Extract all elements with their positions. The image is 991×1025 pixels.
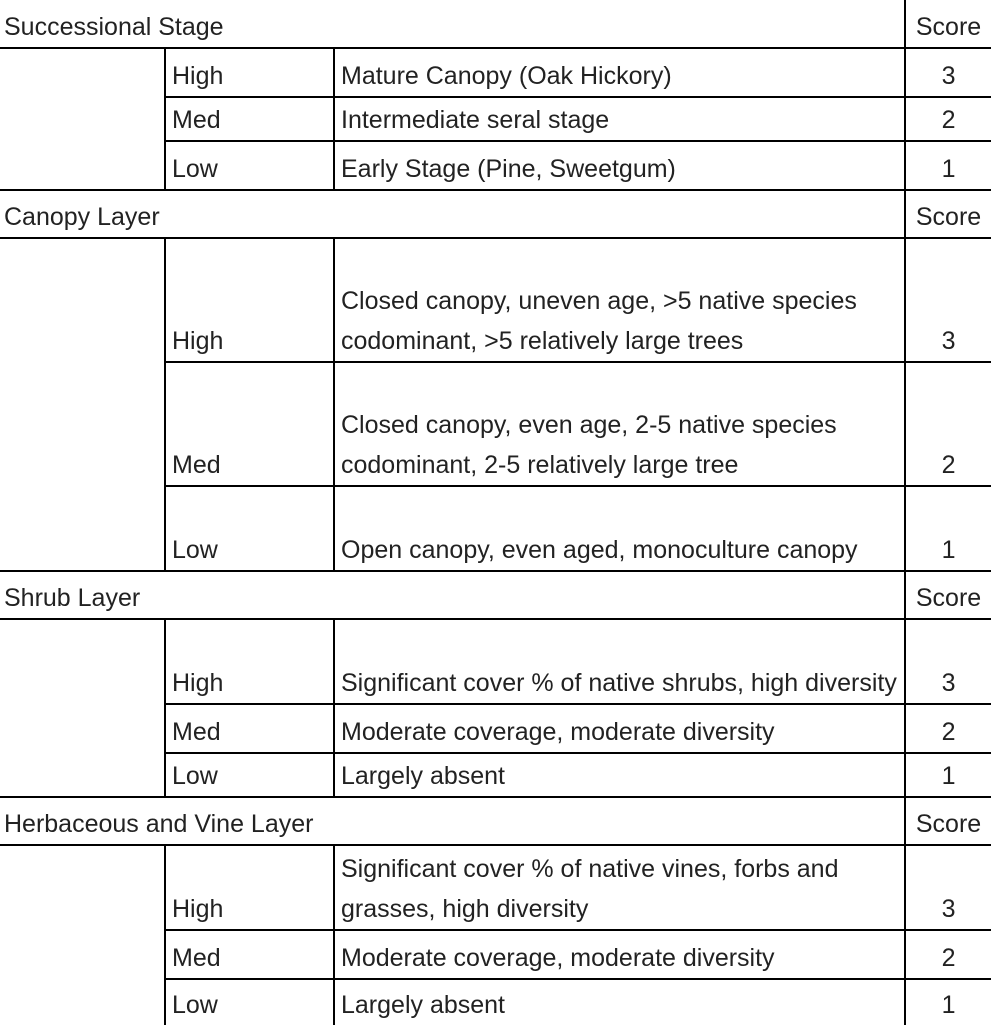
description-cell: Largely absent — [334, 979, 905, 1025]
description-cell: Closed canopy, uneven age, >5 native species codominant, >5 relatively large trees — [334, 238, 905, 362]
score-cell: 2 — [905, 930, 991, 979]
score-header: Score — [905, 0, 991, 48]
score-cell: 1 — [905, 753, 991, 797]
score-header: Score — [905, 190, 991, 238]
section-header-canopy-layer — [0, 190, 991, 238]
description-cell: Significant cover % of native shrubs, high diversity — [334, 619, 905, 704]
description-cell: Moderate coverage, moderate diversity — [334, 704, 905, 753]
score-cell: 1 — [905, 979, 991, 1025]
level-cell: High — [165, 845, 334, 930]
score-cell: 3 — [905, 619, 991, 704]
score-cell: 3 — [905, 238, 991, 362]
section-title: Canopy Layer — [0, 190, 905, 238]
description-cell: Moderate coverage, moderate diversity — [334, 930, 905, 979]
table-row — [0, 48, 991, 97]
level-cell: Med — [165, 930, 334, 979]
description-cell: Mature Canopy (Oak Hickory) — [334, 48, 905, 97]
score-header: Score — [905, 571, 991, 619]
description-cell: Open canopy, even aged, monoculture canopy — [334, 486, 905, 571]
description-cell: Early Stage (Pine, Sweetgum) — [334, 141, 905, 190]
level-cell: Med — [165, 97, 334, 141]
score-cell: 1 — [905, 141, 991, 190]
section-title: Shrub Layer — [0, 571, 905, 619]
level-cell: Low — [165, 486, 334, 571]
section-title: Herbaceous and Vine Layer — [0, 797, 905, 845]
level-cell: High — [165, 48, 334, 97]
section-title: Successional Stage — [0, 0, 905, 48]
score-cell: 2 — [905, 704, 991, 753]
score-cell: 2 — [905, 362, 991, 486]
score-cell: 1 — [905, 486, 991, 571]
score-cell: 2 — [905, 97, 991, 141]
score-cell: 3 — [905, 845, 991, 930]
score-header: Score — [905, 797, 991, 845]
level-cell: Low — [165, 141, 334, 190]
score-cell: 3 — [905, 48, 991, 97]
section-header-herbaceous-vine-layer — [0, 797, 991, 845]
section-header-successional-stage — [0, 0, 991, 48]
level-cell: Med — [165, 704, 334, 753]
level-cell: Low — [165, 753, 334, 797]
level-cell: High — [165, 238, 334, 362]
table-row — [0, 845, 991, 930]
level-cell: Low — [165, 979, 334, 1025]
section-header-shrub-layer — [0, 571, 991, 619]
description-cell: Closed canopy, even age, 2-5 native species codominant, 2-5 relatively large tree — [334, 362, 905, 486]
table-row — [0, 619, 991, 704]
level-cell: High — [165, 619, 334, 704]
description-cell: Largely absent — [334, 753, 905, 797]
level-cell: Med — [165, 362, 334, 486]
description-cell: Intermediate seral stage — [334, 97, 905, 141]
table-row — [0, 238, 991, 362]
description-cell: Significant cover % of native vines, forbs and grasses, high diversity — [334, 845, 905, 930]
